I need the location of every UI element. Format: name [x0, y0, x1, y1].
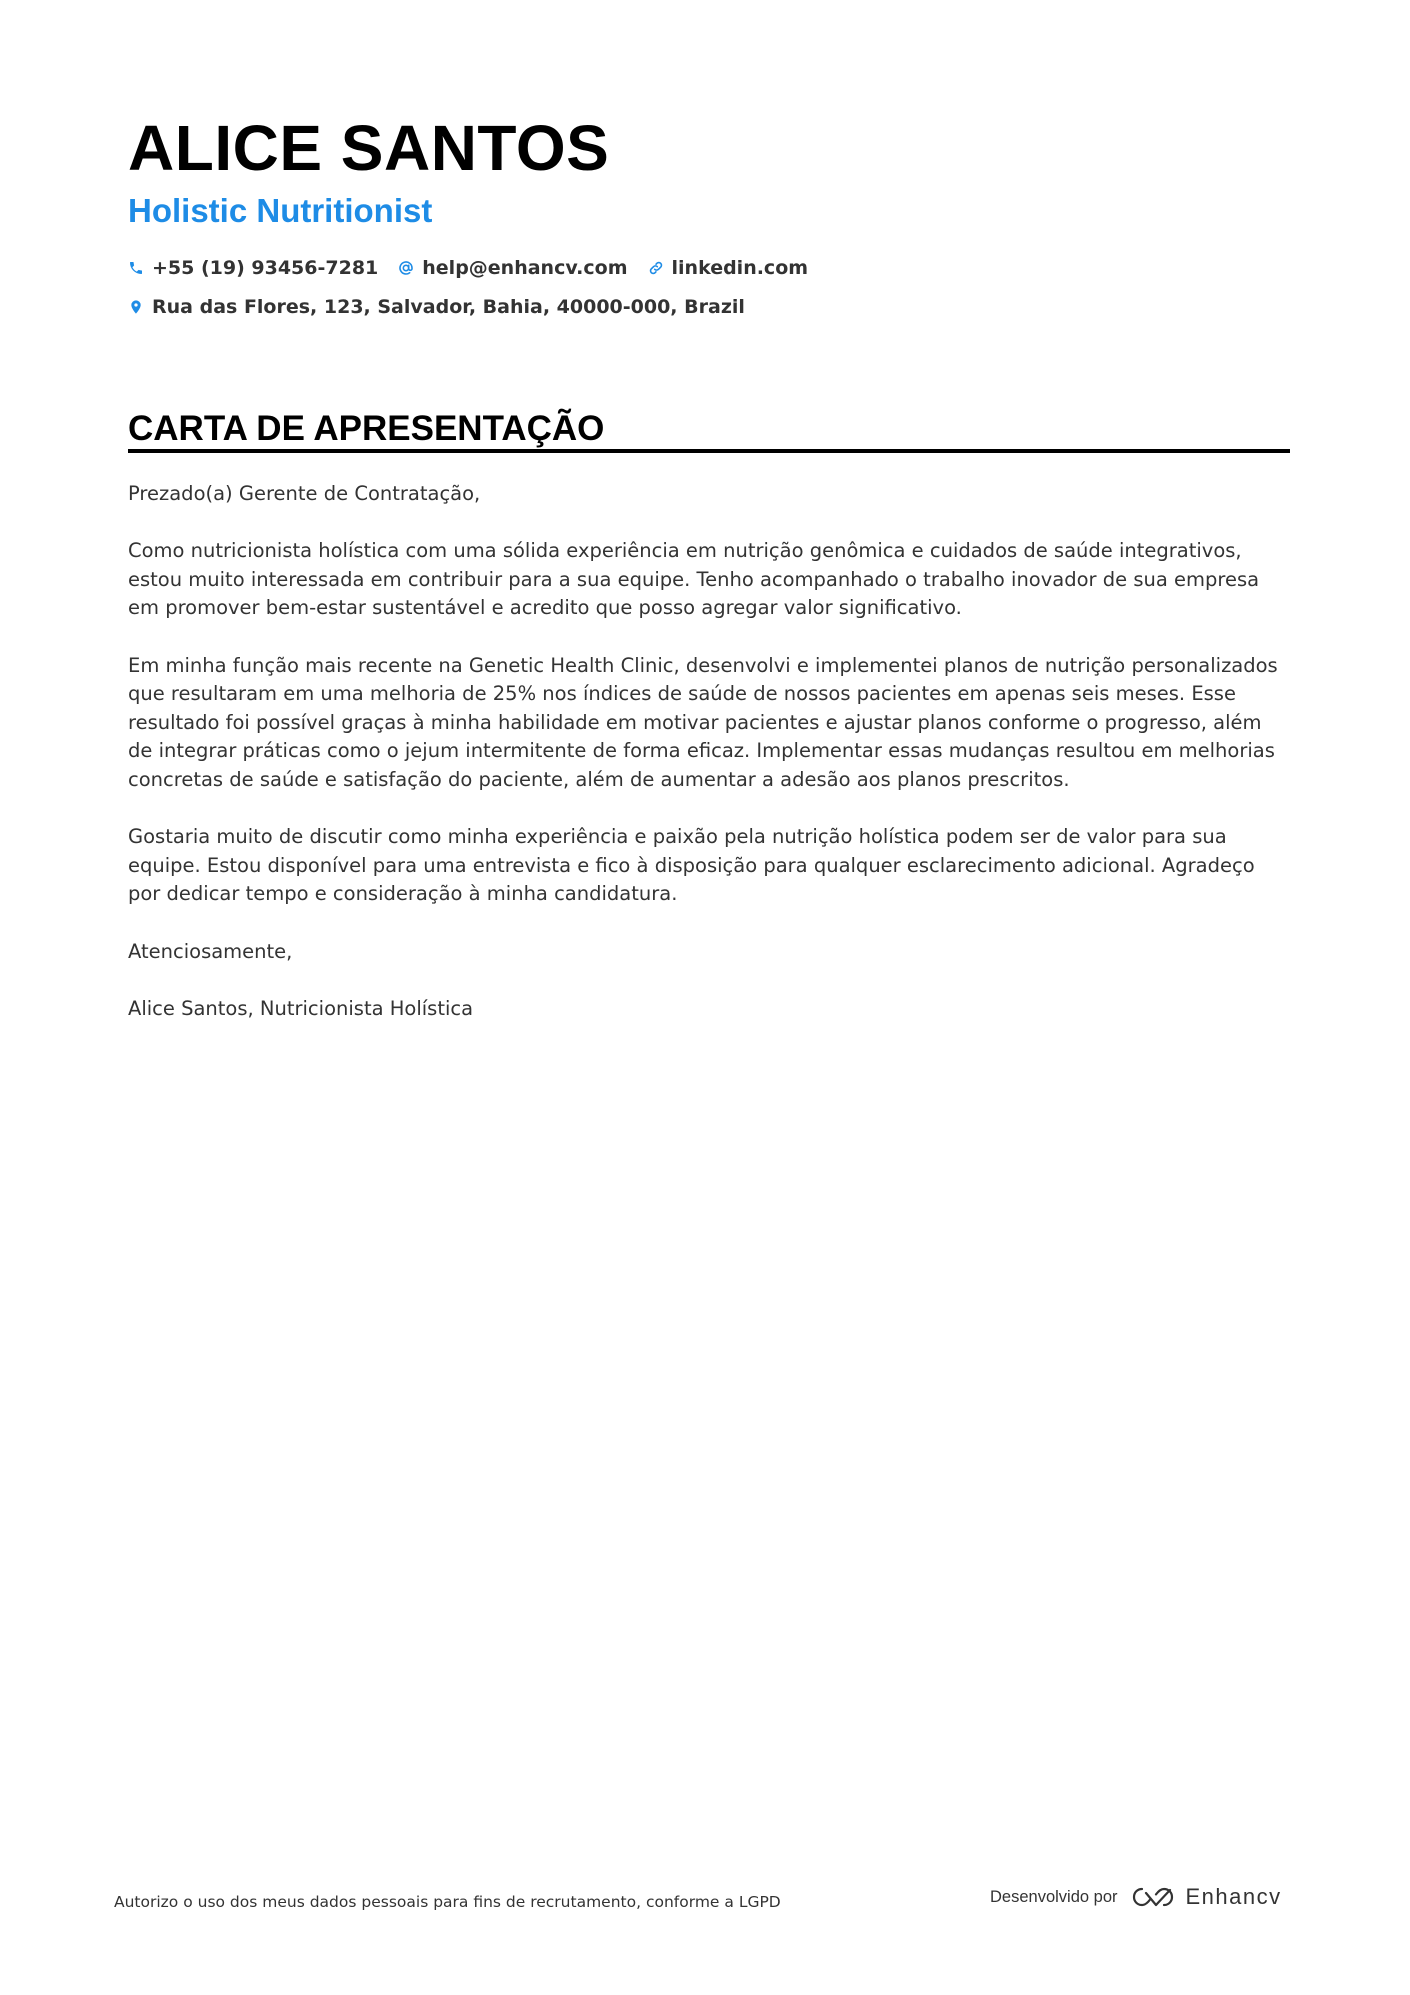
powered-by-label: Desenvolvido por — [990, 1887, 1118, 1906]
letter-paragraph: Como nutricionista holística com uma sólida experiência em nutrição genômica e cuidados de saúde integrativos, estou muito interessada em contribuir para a sua equipe. Tenho acompanhado o trabalho inovador de sua empresa em promover bem-estar sustentável e acredito que posso agregar valor significativo. — [128, 539, 1260, 620]
candidate-title: Holistic Nutritionist — [128, 192, 433, 229]
letter-signature: Alice Santos, Nutricionista Holística — [128, 996, 474, 1020]
enhancv-logo[interactable] — [1130, 1884, 1282, 1910]
phone-text: +55 (19) 93456-7281 — [152, 257, 379, 279]
letter-closing: Atenciosamente, — [128, 939, 293, 963]
location-pin-icon — [128, 299, 144, 315]
candidate-name: ALICE SANTOS — [128, 112, 610, 184]
link-text[interactable]: linkedin.com — [671, 257, 809, 279]
enhancv-infinity-icon — [1130, 1884, 1176, 1910]
letter-paragraph: Em minha função mais recente na Genetic Health Clinic, desenvolvi e implementei planos de nutrição personalizados que resultaram em uma melhoria de 25% nos índices de saúde de nossos pacientes em apenas seis meses. Esse resultado foi possível graças à minha habilidade em motivar pacientes e ajustar planos conforme o progresso, além de integrar práticas como o jejum intermitente de forma eficaz. Implementar essas mudanças resultou em melhorias concretas de saúde e satisfação do paciente, além de aumentar a adesão aos planos prescritos. — [128, 653, 1278, 791]
contact-address — [128, 296, 745, 318]
at-icon — [398, 260, 414, 276]
section-title: CARTA DE APRESENTAÇÃO — [128, 409, 605, 448]
brand-name: Enhancv — [1185, 1884, 1282, 1909]
contact-email[interactable] — [398, 257, 627, 279]
section-divider — [128, 449, 1290, 453]
consent-note: Autorizo o uso dos meus dados pessoais para fins de recrutamento, conforme a LGPD — [114, 1893, 781, 1911]
email-text[interactable]: help@enhancv.com — [422, 257, 628, 279]
link-icon — [648, 260, 664, 276]
phone-icon — [128, 260, 144, 276]
contact-row-primary — [128, 254, 828, 282]
contact-row-address — [128, 293, 765, 321]
letter-paragraph: Gostaria muito de discutir como minha experiência e paixão pela nutrição holística podem ser de valor para sua equipe. Estou disponível para uma entrevista e fico à disposição para qualquer esclarecimento adicional. Agradeço por dedicar tempo e consideração à minha candidatura. — [128, 825, 1255, 906]
contact-phone — [128, 257, 378, 279]
powered-by[interactable] — [990, 1884, 1282, 1910]
contact-link[interactable] — [648, 257, 809, 279]
letter-body — [128, 480, 1290, 1052]
letter-salutation: Prezado(a) Gerente de Contratação, — [128, 482, 481, 505]
address-text: Rua das Flores, 123, Salvador, Bahia, 40000-000, Brazil — [152, 296, 745, 318]
